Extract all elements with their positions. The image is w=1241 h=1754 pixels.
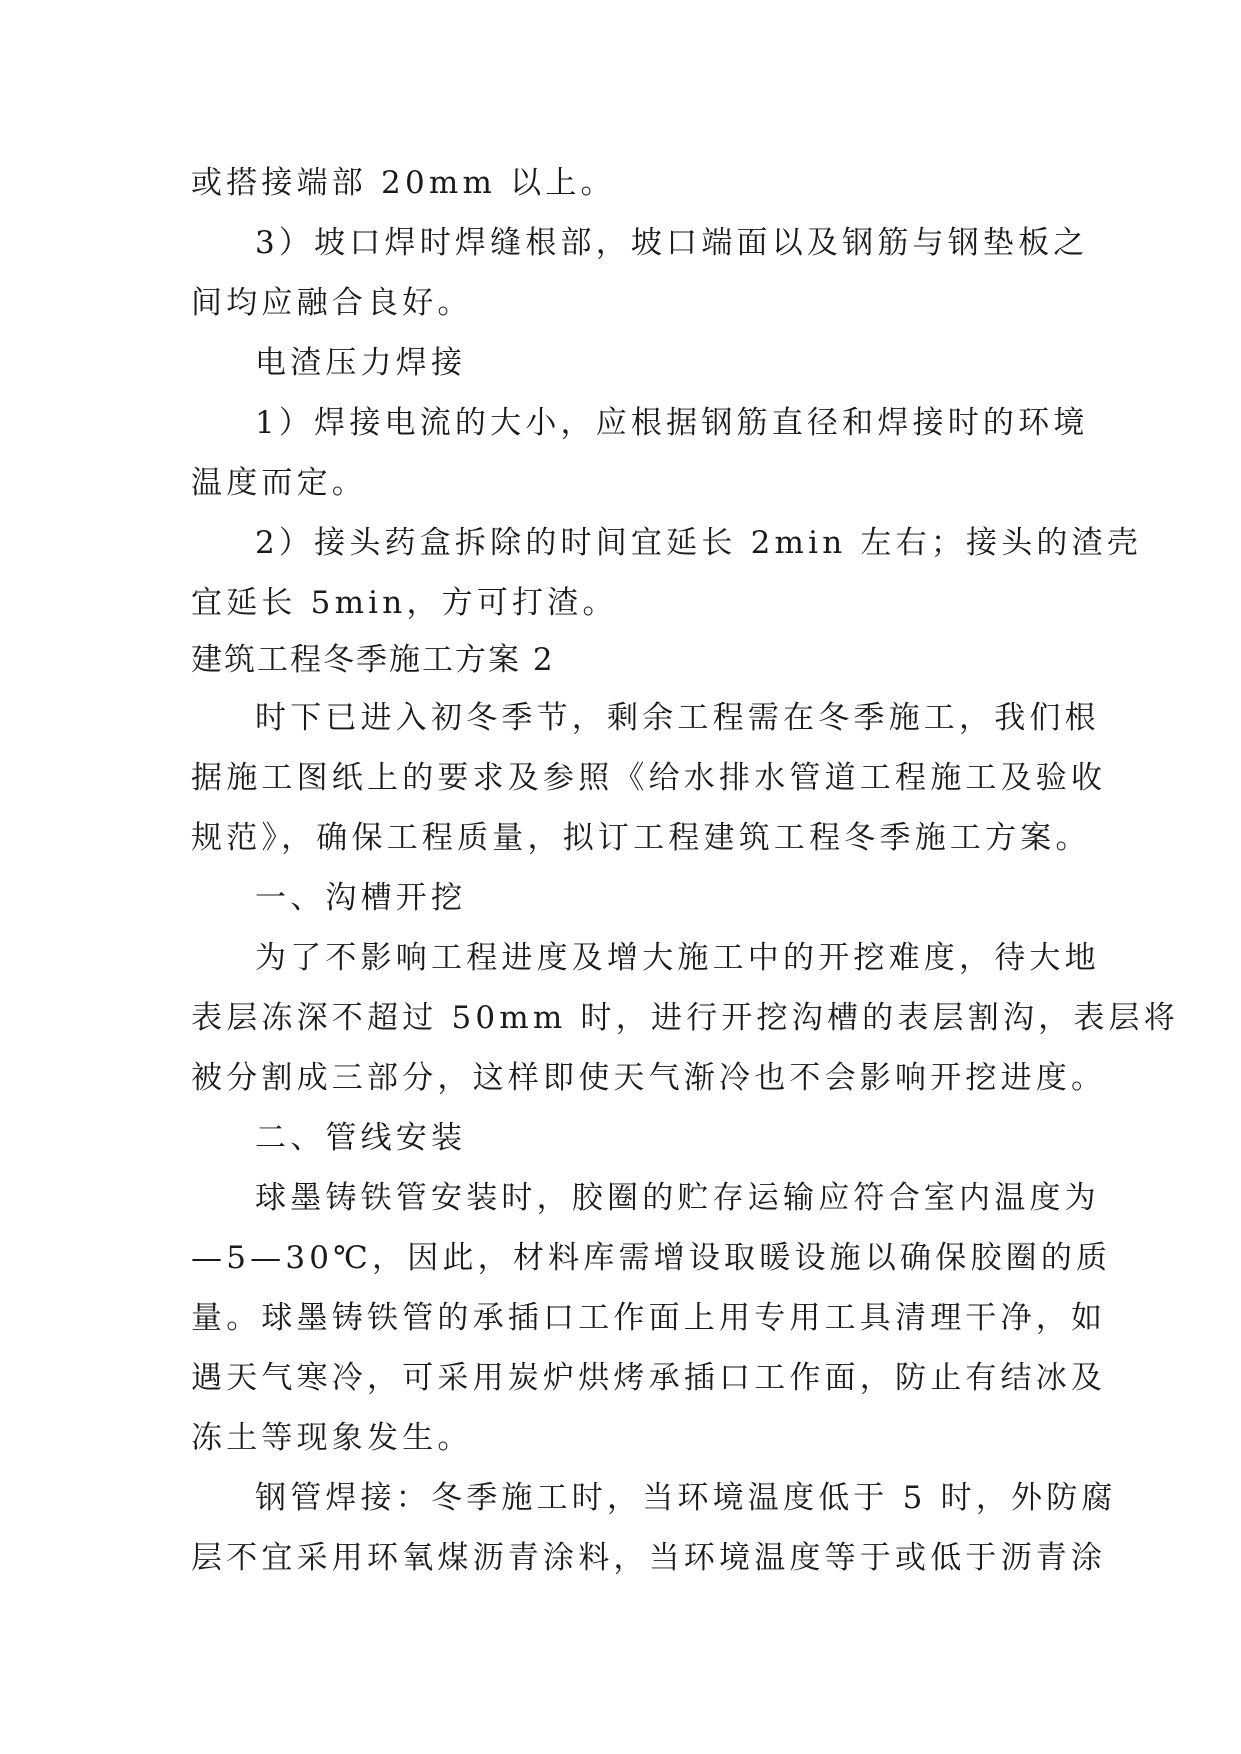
text-line: 时下已进入初冬季节，剩余工程需在冬季施工，我们根	[255, 700, 1100, 736]
text-line: 表层冻深不超过 50mm 时，进行开挖沟槽的表层割沟，表层将	[191, 1000, 1179, 1036]
text-line: 球墨铸铁管安装时，胶圈的贮存运输应符合室内温度为	[255, 1180, 1100, 1216]
text-line: 钢管焊接：冬季施工时，当环境温度低于 5 时，外防腐	[255, 1480, 1117, 1516]
text-line: 宜延长 5min，方可打渣。	[191, 585, 618, 621]
section-heading: 二、管线安装	[255, 1120, 467, 1156]
text-line: 被分割成三部分，这样即使天气渐冷也不会影响开挖进度。	[191, 1060, 1107, 1096]
text-line: —5—30℃，因此，材料库需增设取暖设施以确保胶圈的质	[191, 1240, 1112, 1276]
text-line: 间均应融合良好。	[191, 285, 473, 321]
section-title: 建筑工程冬季施工方案 2	[191, 642, 555, 678]
text-line: 规范》，确保工程质量，拟订工程建筑工程冬季施工方案。	[191, 820, 1091, 856]
section-heading: 电渣压力焊接	[255, 345, 467, 381]
text-line: 为了不影响工程进度及增大施工中的开挖难度，待大地	[255, 940, 1100, 976]
text-line: 量。球墨铸铁管的承插口工作面上用专用工具清理干净，如	[191, 1300, 1107, 1336]
text-line: 层不宜采用环氧煤沥青涂料，当环境温度等于或低于沥青涂	[191, 1540, 1107, 1576]
text-line: 1）焊接电流的大小，应根据钢筋直径和焊接时的环境	[255, 405, 1089, 441]
text-line: 据施工图纸上的要求及参照《给水排水管道工程施工及验收	[191, 760, 1107, 796]
text-line: 2）接头药盒拆除的时间宜延长 2min 左右；接头的渣壳	[255, 525, 1143, 561]
section-heading: 一、沟槽开挖	[255, 880, 467, 916]
text-line: 或搭接端部 20mm 以上。	[191, 165, 616, 201]
text-line: 3）坡口焊时焊缝根部，坡口端面以及钢筋与钢垫板之	[255, 225, 1089, 261]
text-line: 温度而定。	[191, 465, 367, 501]
text-line: 遇天气寒冷，可采用炭炉烘烤承插口工作面，防止有结冰及	[191, 1360, 1107, 1396]
text-line: 冻土等现象发生。	[191, 1420, 473, 1456]
